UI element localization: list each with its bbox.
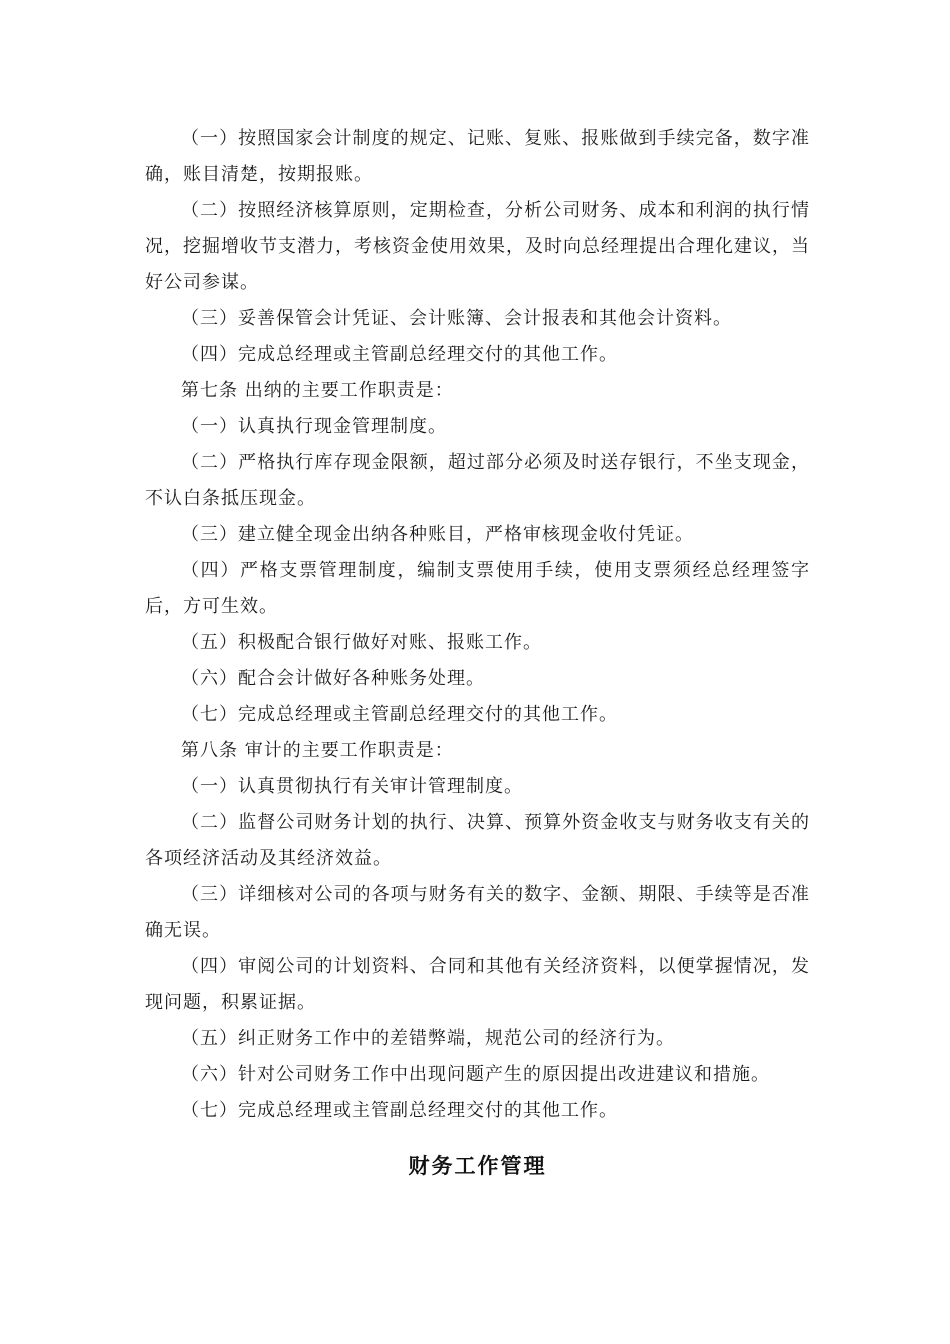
paragraph-audit-4: （四）审阅公司的计划资料、合同和其他有关经济资料，以便掌握情况，发现问题，积累证据。 (145, 956, 810, 1013)
paragraph-cashier-1: （一）认真执行现金管理制度。 (181, 416, 447, 437)
paragraph-cashier-4: （四）严格支票管理制度，编制支票使用手续，使用支票须经总经理签字后，方可生效。 (145, 560, 810, 617)
paragraph-accounting-2: （二）按照经济核算原则，定期检查，分析公司财务、成本和利润的执行情况，挖掘增收节支潜力，考核资金使用效果，及时向总经理提出合理化建议，当好公司参谋。 (145, 200, 810, 293)
paragraph-cashier-2: （二）严格执行库存现金限额，超过部分必须及时送存银行，不坐支现金，不认白条抵压现金。 (145, 452, 810, 509)
article-7-title: 第七条 出纳的主要工作职责是： (181, 380, 454, 401)
paragraph-accounting-3: （三）妥善保管会计凭证、会计账簿、会计报表和其他会计资料。 (181, 308, 732, 329)
paragraph-accounting-1: （一）按照国家会计制度的规定、记账、复账、报账做到手续完备，数字准确，账目清楚，按期报账。 (145, 128, 810, 185)
paragraph-audit-5: （五）纠正财务工作中的差错弊端，规范公司的经济行为。 (181, 1028, 675, 1049)
paragraph-audit-7: （七）完成总经理或主管副总经理交付的其他工作。 (181, 1100, 618, 1121)
document-body (145, 121, 810, 1129)
paragraph-audit-6: （六）针对公司财务工作中出现问题产生的原因提出改进建议和措施。 (181, 1064, 770, 1085)
paragraph-cashier-5: （五）积极配合银行做好对账、报账工作。 (181, 632, 542, 653)
paragraph-cashier-3: （三）建立健全现金出纳各种账目，严格审核现金收付凭证。 (181, 524, 694, 545)
paragraph-accounting-4: （四）完成总经理或主管副总经理交付的其他工作。 (181, 344, 618, 365)
article-8-title: 第八条 审计的主要工作职责是： (181, 740, 454, 761)
paragraph-audit-1: （一）认真贯彻执行有关审计管理制度。 (181, 776, 523, 797)
section-heading: 财务工作管理 (408, 1153, 547, 1178)
paragraph-audit-3: （三）详细核对公司的各项与财务有关的数字、金额、期限、手续等是否准确无误。 (145, 884, 810, 941)
paragraph-audit-2: （二）监督公司财务计划的执行、决算、预算外资金收支与财务收支有关的各项经济活动及其经济效益。 (145, 812, 810, 869)
paragraph-cashier-6: （六）配合会计做好各种账务处理。 (181, 668, 485, 689)
paragraph-cashier-7: （七）完成总经理或主管副总经理交付的其他工作。 (181, 704, 618, 725)
